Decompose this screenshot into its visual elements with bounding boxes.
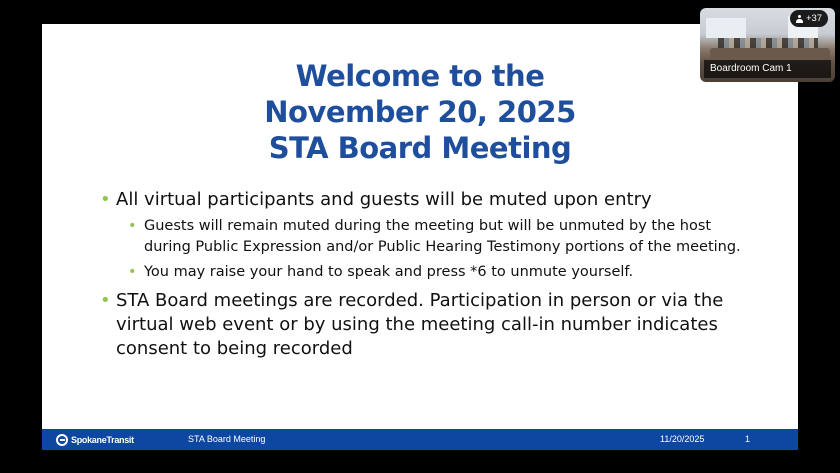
bullet-dot-icon: •	[100, 189, 111, 210]
bullet-text: STA Board meetings are recorded. Participation in person or via the virtual web event or by using the meeting call-in number indicates consent to being recorded	[116, 290, 724, 359]
participant-count: +37	[805, 13, 823, 24]
camera-table	[710, 48, 830, 60]
slide-footer	[42, 429, 798, 450]
bullet-text: All virtual participants and guests will be muted upon entry	[116, 189, 652, 210]
person-icon	[796, 15, 803, 23]
title-line-2: November 20, 2025	[264, 95, 576, 129]
bullet-muted-entry	[100, 188, 758, 212]
footer-page-number: 1	[745, 434, 751, 444]
transit-logo-icon	[56, 434, 68, 446]
bullet-recorded	[100, 289, 758, 361]
title-line-3: STA Board Meeting	[268, 131, 572, 165]
footer-date: 11/20/2025	[660, 434, 705, 444]
camera-window-left	[706, 18, 746, 38]
slide-title	[42, 58, 798, 166]
title-line-1: Welcome to the	[295, 59, 545, 93]
subbullet-raise-hand	[128, 262, 758, 283]
bullet-dot-icon: •	[128, 264, 137, 280]
slide-body	[100, 188, 758, 361]
footer-meeting-name: STA Board Meeting	[188, 434, 266, 444]
presentation-slide	[42, 24, 798, 450]
camera-label: Boardroom Cam 1	[704, 60, 831, 78]
participants-badge[interactable]	[790, 10, 828, 27]
subbullet-text: You may raise your hand to speak and press *6 to unmute yourself.	[144, 264, 634, 280]
bullet-dot-icon: •	[100, 290, 111, 311]
subbullet-text: Guests will remain muted during the meeting but will be unmuted by the host during Public Expression and/or Public Hearing Testimony portions of the meeting.	[144, 218, 741, 255]
subbullet-guests-muted	[128, 216, 758, 258]
logo-text: SpokaneTransit	[71, 434, 134, 445]
spokane-transit-logo	[56, 433, 134, 446]
bullet-dot-icon: •	[128, 218, 137, 234]
